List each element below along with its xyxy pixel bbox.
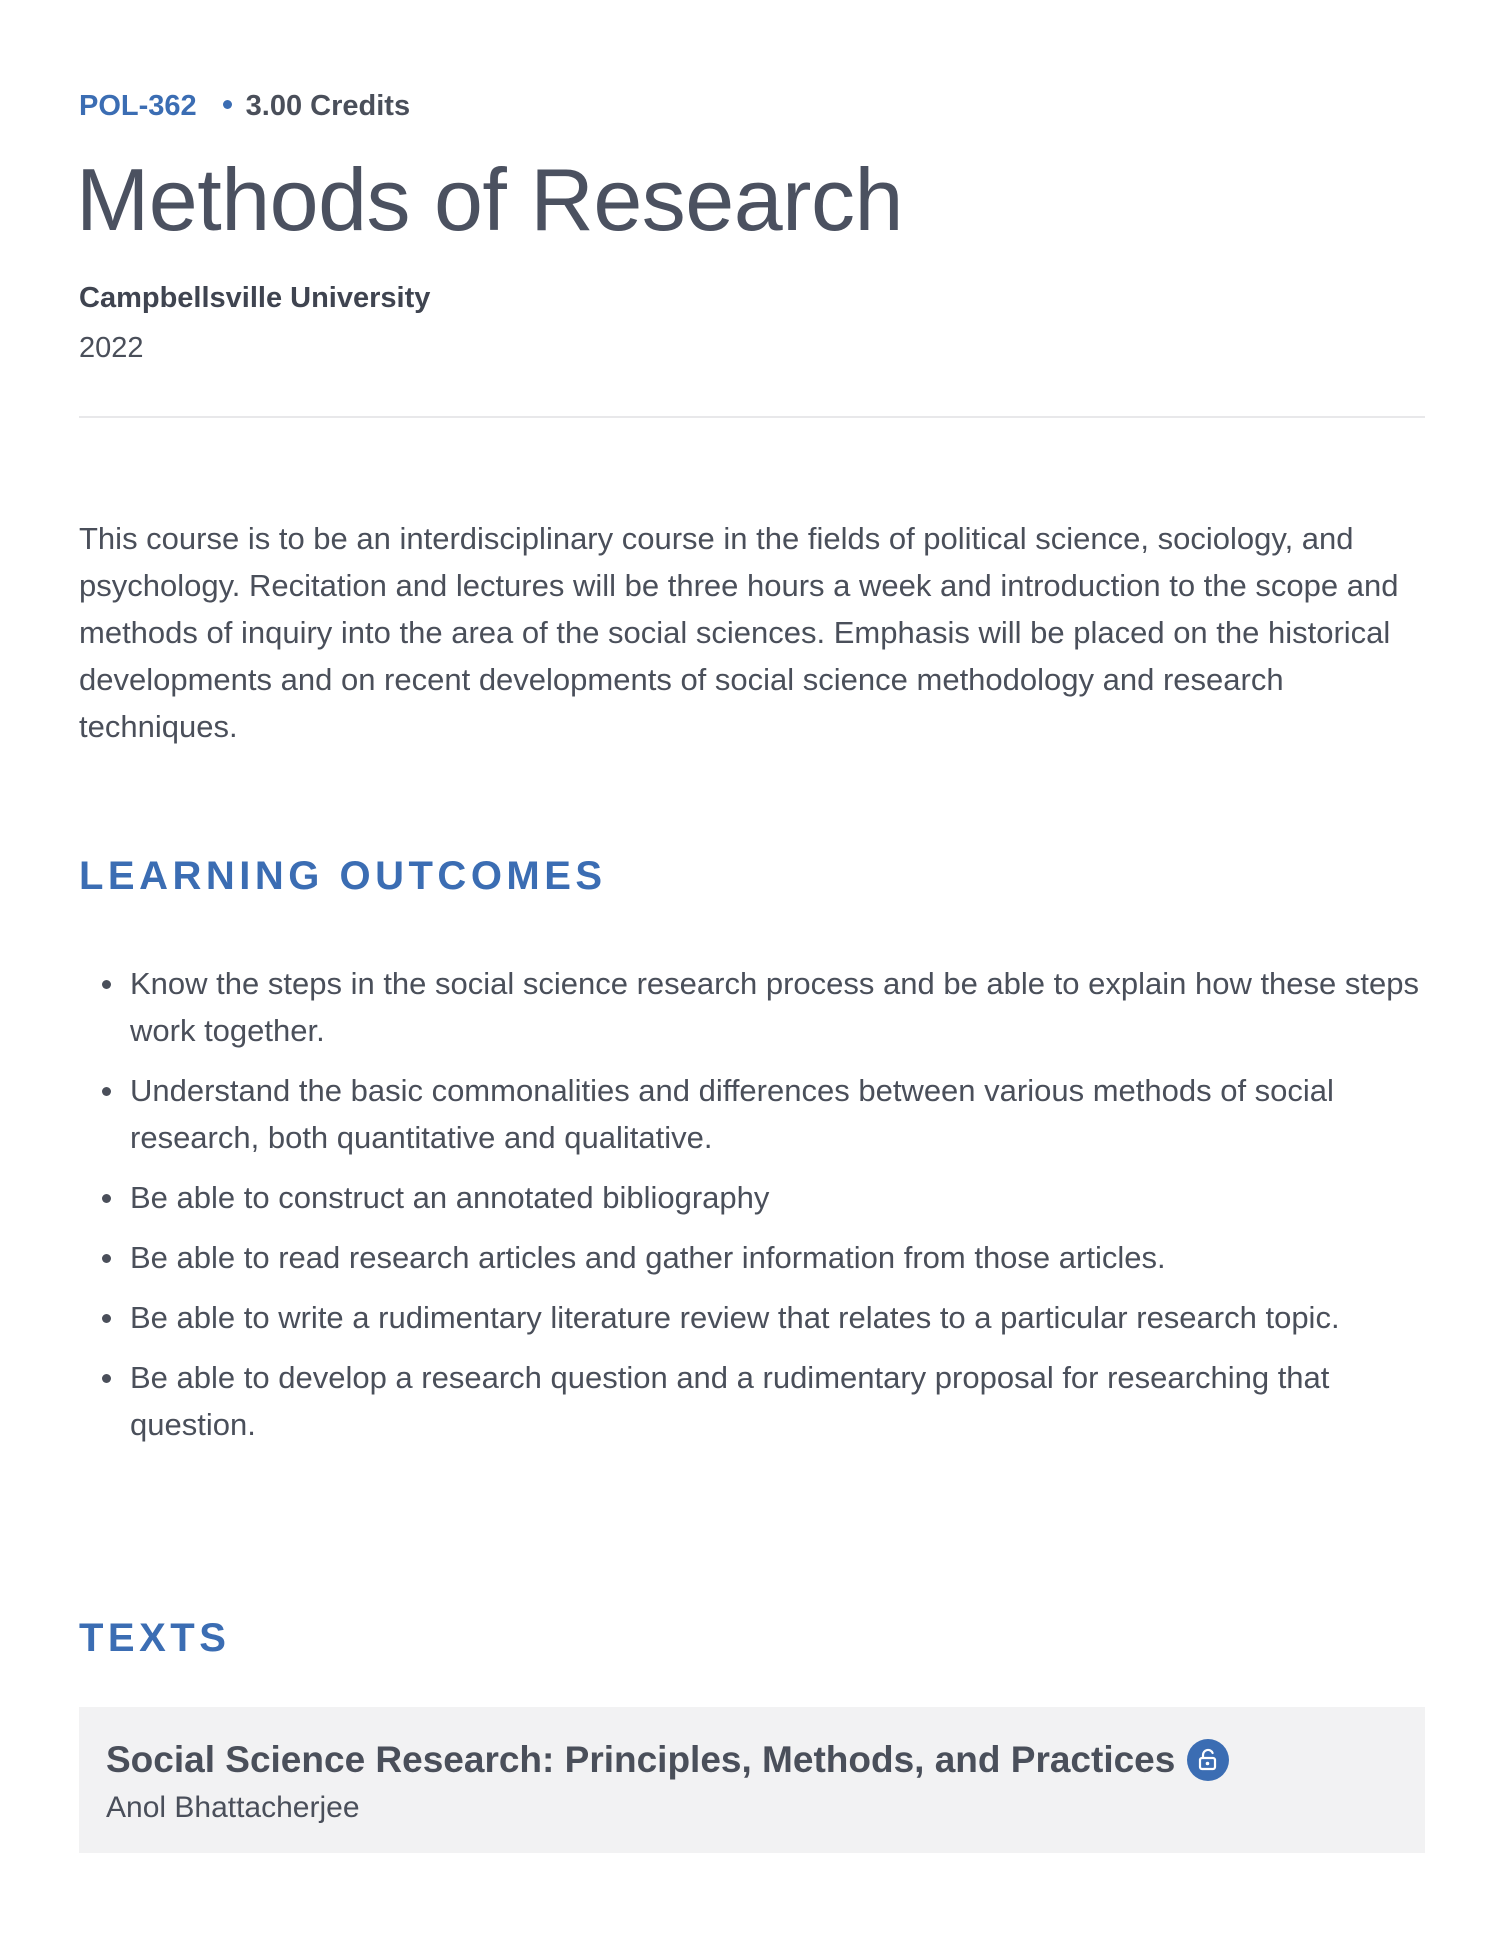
learning-outcomes-heading: LEARNING OUTCOMES <box>79 854 607 898</box>
outcome-text: Be able to read research articles and gather information from those articles. <box>130 1240 1166 1275</box>
bullet-icon <box>102 1194 111 1203</box>
bullet-icon <box>102 1254 111 1263</box>
list-item <box>79 1174 1425 1221</box>
course-title: Methods of Research <box>76 150 903 249</box>
bullet-icon <box>102 1314 111 1323</box>
course-year: 2022 <box>79 332 144 364</box>
outcome-text: Be able to construct an annotated bibliography <box>130 1180 770 1215</box>
book-title-row <box>106 1737 1398 1783</box>
book-title[interactable]: Social Science Research: Principles, Methods, and Practices <box>106 1739 1176 1780</box>
outcome-text: Be able to develop a research question and a rudimentary proposal for researching that question. <box>130 1360 1330 1442</box>
open-access-lock-icon <box>1187 1739 1229 1781</box>
bullet-icon <box>102 1374 111 1383</box>
list-item <box>79 1234 1425 1281</box>
course-description: This course is to be an interdisciplinary course in the fields of political science, sociology, and psychology. Recitation and lectures will be three hours a week and introduction to the scope and methods of inquiry into the area of the social sciences. Emphasis will be placed on the historical developments and on recent developments of social science methodology and research techniques. <box>79 521 1399 744</box>
course-credits: 3.00 Credits <box>245 90 411 122</box>
course-meta <box>79 88 410 124</box>
outcome-text: Understand the basic commonalities and differences between various methods of social research, both quantitative and qualitative. <box>130 1073 1334 1155</box>
list-item <box>79 1067 1425 1161</box>
texts-heading: TEXTS <box>79 1616 231 1660</box>
separator-dot <box>223 100 232 109</box>
learning-outcomes-list <box>79 960 1425 1461</box>
bullet-icon <box>102 980 111 989</box>
course-code: POL-362 <box>79 90 197 122</box>
bullet-icon <box>102 1087 111 1096</box>
list-item <box>79 1354 1425 1448</box>
outcome-text: Be able to write a rudimentary literature review that relates to a particular research topic. <box>130 1300 1340 1335</box>
outcome-text: Know the steps in the social science research process and be able to explain how these steps work together. <box>130 966 1419 1048</box>
header-divider <box>79 416 1425 418</box>
institution-name: Campbellsville University <box>79 282 431 314</box>
text-card[interactable] <box>79 1707 1425 1853</box>
book-author: Anol Bhattacherjee <box>106 1791 360 1824</box>
list-item <box>79 960 1425 1054</box>
list-item <box>79 1294 1425 1341</box>
